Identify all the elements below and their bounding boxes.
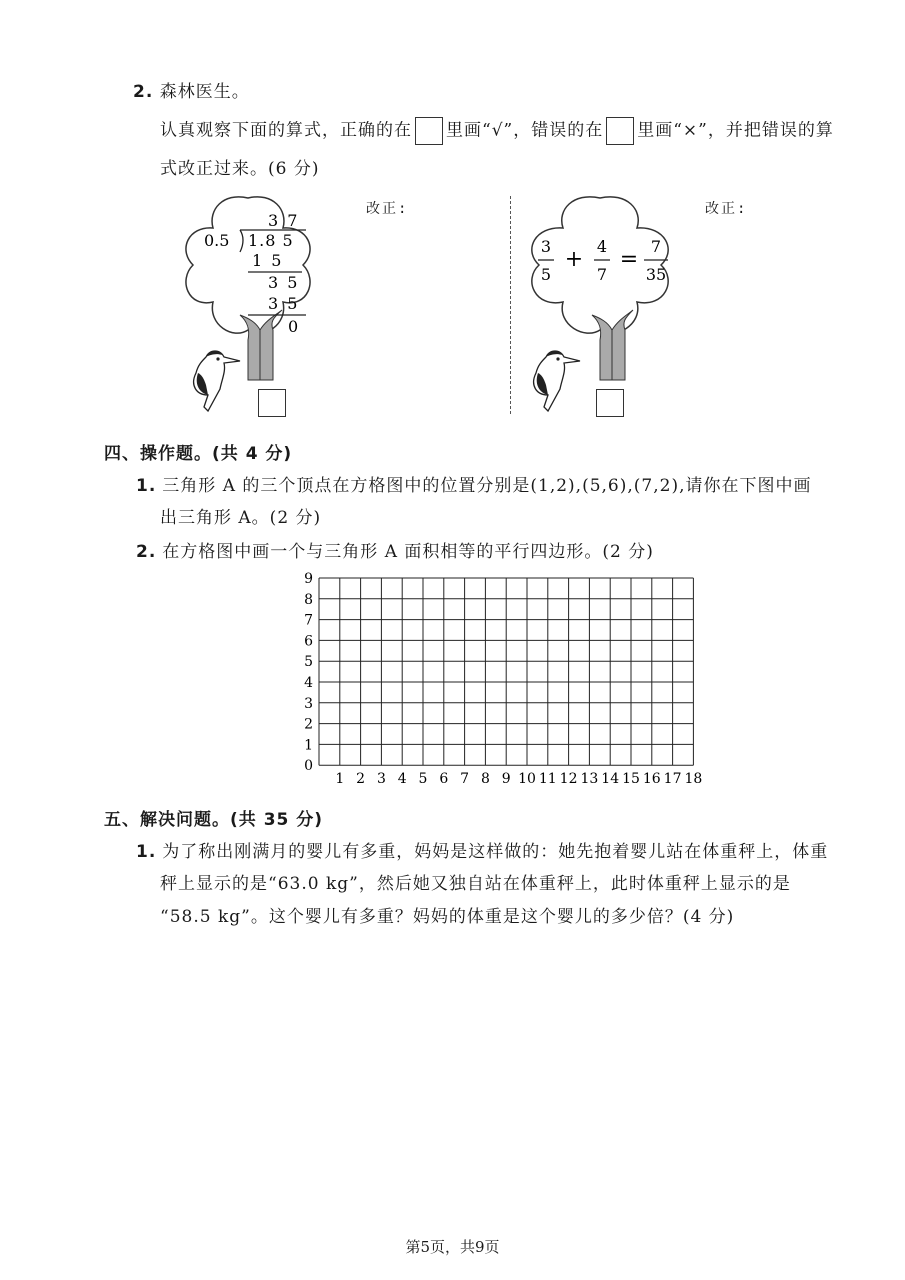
woodpecker-icon <box>526 345 582 415</box>
x-tick-label: 6 <box>439 771 449 788</box>
s5-q1-line3: “58.5 kg”。这个婴儿有多重？妈妈的体重是这个婴儿的多少倍？(4 分) <box>160 907 735 927</box>
instruction-text-1: 认真观察下面的算式，正确的在 <box>160 120 412 141</box>
right-correction-label: 改正: <box>705 201 748 217</box>
x-tick-label: 1 <box>335 771 345 788</box>
coordinate-grid[interactable] <box>295 570 715 792</box>
x-tick-label: 14 <box>601 771 620 788</box>
frac1-numerator: 3 <box>540 237 552 256</box>
frac2-numerator: 4 <box>596 237 608 256</box>
y-tick-label: 1 <box>304 737 313 754</box>
equals-sign: = <box>619 247 639 272</box>
section4-heading: 四、操作题。(共 4 分) <box>104 444 293 464</box>
x-tick-label: 12 <box>559 771 578 788</box>
page-number: 第5页，共9页 <box>405 1238 500 1256</box>
division-quotient: 3 7 <box>268 211 300 230</box>
frac3-denominator: 35 <box>645 265 667 284</box>
y-tick-label: 0 <box>304 758 313 775</box>
x-tick-label: 4 <box>397 771 407 788</box>
division-dividend: 1.8 5 <box>248 231 294 250</box>
frac3-numerator: 7 <box>650 237 662 256</box>
section5-heading: 五、解决问题。(共 35 分) <box>104 810 324 830</box>
plus-sign: + <box>564 247 584 272</box>
division-divisor: 0.5 <box>204 231 230 250</box>
q2-instruction-line1 <box>160 117 834 145</box>
y-tick-label: 2 <box>304 716 313 733</box>
x-tick-label: 10 <box>518 771 536 788</box>
frac2-denominator: 7 <box>596 265 608 284</box>
x-tick-label: 8 <box>480 771 490 788</box>
fraction-equation <box>536 230 676 290</box>
s4-q2-line <box>136 540 654 564</box>
q2-header <box>133 80 250 104</box>
division-remainder: 0 <box>288 317 299 336</box>
s4-q2-number: 2. <box>136 542 157 562</box>
s5-q1-line1 <box>136 840 828 864</box>
y-tick-label: 4 <box>304 675 313 691</box>
left-answer-box[interactable] <box>258 389 286 417</box>
frac1-denominator: 5 <box>540 265 552 284</box>
s4-q1-line1 <box>136 474 812 498</box>
y-tick-label: 8 <box>304 591 313 608</box>
right-answer-box[interactable] <box>596 389 624 417</box>
instruction-text-2: 里画“√”，错误的在 <box>446 120 604 141</box>
x-tick-label: 11 <box>538 771 557 788</box>
divider <box>510 196 511 414</box>
s4-q2-text: 在方格图中画一个与三角形 A 面积相等的平行四边形。(2 分) <box>162 542 654 562</box>
x-tick-label: 9 <box>501 771 511 788</box>
y-tick-label: 5 <box>304 654 313 671</box>
x-tick-label: 17 <box>663 771 682 788</box>
s4-q1-text1: 三角形 A 的三个顶点在方格图中的位置分别是(1,2),(5,6),(7,2),请你在下图中画 <box>162 476 812 496</box>
woodpecker-icon <box>186 345 242 415</box>
x-tick-label: 18 <box>684 771 703 788</box>
x-tick-label: 7 <box>460 771 470 788</box>
answer-box-sample <box>606 117 634 145</box>
s5-q1-number: 1. <box>136 842 157 862</box>
s4-q1-number: 1. <box>136 476 157 496</box>
q2-number: 2. <box>133 82 154 102</box>
division-step1: 1 5 <box>252 251 284 270</box>
instruction-text-3: 里画“×”，并把错误的算 <box>637 120 834 141</box>
answer-box-sample <box>415 117 443 145</box>
division-step2: 3 5 <box>268 273 300 292</box>
s5-q1-line2: 秤上显示的是“63.0 kg”，然后她又独自站在体重秤上，此时体重秤上显示的是 <box>160 874 791 894</box>
y-tick-label: 3 <box>304 695 313 712</box>
y-tick-label: 6 <box>304 633 313 650</box>
division-step3: 3 5 <box>268 294 300 313</box>
s5-q1-text1: 为了称出刚满月的婴儿有多重，妈妈是这样做的：她先抱着婴儿站在体重秤上，体重 <box>162 842 829 862</box>
s4-q1-line2: 出三角形 A。(2 分) <box>160 508 322 528</box>
x-tick-label: 16 <box>642 771 661 788</box>
x-tick-label: 5 <box>418 771 428 788</box>
x-tick-label: 2 <box>356 771 366 788</box>
q2-instruction-line2: 式改正过来。(6 分) <box>160 159 320 179</box>
q2-title: 森林医生。 <box>159 82 250 102</box>
left-correction-label: 改正: <box>366 201 409 217</box>
x-tick-label: 13 <box>580 771 599 788</box>
y-tick-label: 9 <box>304 571 313 587</box>
x-tick-label: 15 <box>622 771 640 788</box>
x-tick-label: 3 <box>376 771 386 788</box>
left-long-division <box>196 206 316 336</box>
y-tick-label: 7 <box>304 612 313 629</box>
